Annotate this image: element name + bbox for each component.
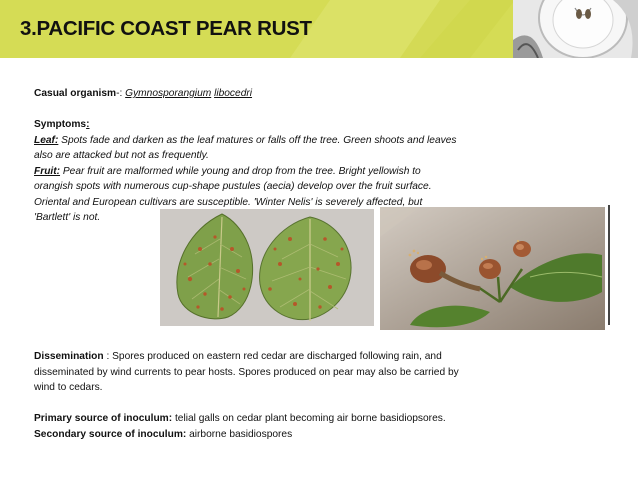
causal-separator: -:: [116, 88, 126, 99]
primary-inoculum-label: Primary source of inoculum:: [34, 413, 173, 424]
genus-name: Gymnosporangium: [125, 88, 212, 99]
inoculum-block: [34, 411, 446, 442]
symptoms-colon: :: [86, 119, 90, 130]
apple-photo: [513, 0, 638, 58]
fruit-text-4: 'Bartlett' is not.: [34, 212, 101, 223]
fruit-rust-photo: [380, 207, 605, 330]
fruit-label: Fruit:: [34, 165, 61, 177]
dissemination-block: [34, 349, 459, 396]
fruit-text-1: Pear fruit are malformed while young and drop from the tree. Bright yellowish to: [60, 165, 421, 177]
slide-title: 3.PACIFIC COAST PEAR RUST: [20, 17, 312, 40]
dissemination-text-3: wind to cedars.: [34, 382, 103, 393]
primary-inoculum-text: telial galls on cedar plant becoming air borne basidiopsores.: [172, 413, 446, 424]
dissemination-label: Dissemination: [34, 351, 104, 362]
symptoms-heading: Symptoms: [34, 119, 87, 130]
causal-organism-label: Casual organism: [34, 88, 117, 99]
leaf-text-2: also are attacked but not as frequently.: [34, 150, 209, 161]
leaf-text: Spots fade and darken as the leaf matures or falls off the tree. Green shoots and leaves: [58, 134, 457, 146]
leaf-rust-photo: [160, 209, 374, 326]
causal-organism-line: [34, 86, 252, 102]
dissemination-text-2: disseminated by wind currents to pear hosts. Spores produced on pear may also be carried by: [34, 366, 459, 378]
leaf-label: Leaf:: [34, 134, 59, 146]
fruit-text-2: orangish spots with numerous cup-shape pustules (aecia) develop over the fruit surface.: [34, 181, 432, 192]
fruit-text-3: Oriental and European cultivars are susceptible. 'Winter Nelis' is severely affected, but: [34, 196, 423, 208]
title-banner: [0, 0, 638, 58]
species-name: libocedri: [214, 88, 253, 99]
secondary-inoculum-label: Secondary source of inoculum:: [34, 428, 187, 440]
secondary-inoculum-text: airborne basidiospores: [186, 428, 293, 440]
photo-edge-divider: [608, 205, 610, 325]
dissemination-text-1: : Spores produced on eastern red cedar are discharged following rain, and: [103, 351, 442, 362]
